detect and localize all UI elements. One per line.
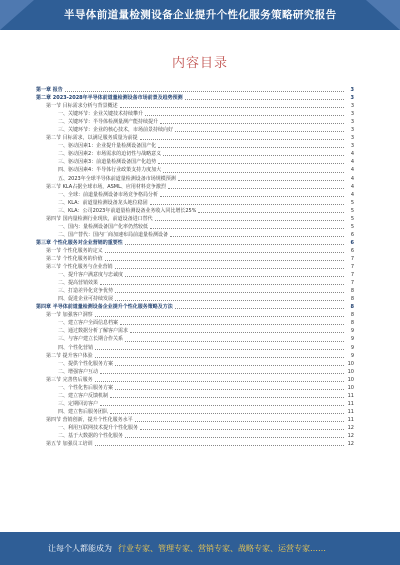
toc-entry-label: 第四章 半导体前道量检测设备企业提升个性化服务策略及方法 xyxy=(36,304,173,311)
toc-entry-page: 3 xyxy=(350,111,354,118)
toc-entry-label: 二、驱动因素2：市场需求的迫切性与战略意义 xyxy=(58,151,162,158)
toc-leader-dots xyxy=(168,188,344,189)
toc-entry-label: 二、基于大数据的个性化服务 xyxy=(58,433,124,440)
toc-leader-dots xyxy=(160,123,344,124)
toc-entry-page: 3 xyxy=(350,103,354,110)
toc-entry-page: 10 xyxy=(347,368,354,375)
toc-leader-dots xyxy=(130,332,344,333)
toc-leader-dots xyxy=(125,341,344,342)
toc-entry-page: 7 xyxy=(350,272,354,279)
toc-entry[interactable] xyxy=(36,392,354,400)
toc-leader-dots xyxy=(115,292,344,293)
toc-entry-page: 3 xyxy=(350,143,354,150)
toc-leader-dots xyxy=(125,244,344,245)
page-footer xyxy=(0,532,400,565)
toc-entry-page: 4 xyxy=(350,183,354,190)
toc-leader-dots xyxy=(178,180,344,181)
toc-entry-label: 二、KLA：前道量检测设备龙头地位稳固 xyxy=(58,199,148,206)
toc-leader-dots xyxy=(140,139,344,140)
table-of-contents xyxy=(36,86,354,448)
toc-entry-page: 4 xyxy=(350,167,354,174)
toc-leader-dots xyxy=(100,405,344,406)
toc-entry-label: 二、提高营销效果 xyxy=(58,280,99,287)
toc-entry[interactable] xyxy=(36,303,354,311)
toc-leader-dots xyxy=(158,163,344,164)
toc-leader-dots xyxy=(185,99,344,100)
toc-entry-page: 3 xyxy=(350,127,354,134)
toc-entry-label: 五、2023年全球半导体前道量检测设备市场规模预测 xyxy=(58,175,176,182)
toc-entry-page: 9 xyxy=(350,328,354,335)
toc-entry[interactable] xyxy=(36,335,354,343)
toc-entry-page: 5 xyxy=(350,223,354,230)
toc-entry[interactable] xyxy=(36,175,354,183)
page-header xyxy=(0,0,400,30)
toc-leader-dots xyxy=(175,131,344,132)
toc-entry-page: 11 xyxy=(347,416,354,423)
toc-entry[interactable] xyxy=(36,126,354,134)
toc-entry-label: 一、建立客户全面信息档案 xyxy=(58,320,119,327)
toc-entry-page: 9 xyxy=(350,336,354,343)
toc-leader-dots xyxy=(120,324,344,325)
toc-entry-label: 四、促进企业可持续发展 xyxy=(58,296,114,303)
toc-entry[interactable] xyxy=(36,440,354,448)
toc-entry-page: 3 xyxy=(350,87,354,93)
toc-entry-page: 11 xyxy=(347,408,354,415)
toc-entry-page: 8 xyxy=(350,304,354,311)
header-decoration-right xyxy=(366,0,400,30)
toc-leader-dots xyxy=(115,389,344,390)
toc-entry[interactable] xyxy=(36,319,354,327)
toc-entry-page: 4 xyxy=(350,159,354,166)
toc-entry-page: 12 xyxy=(347,441,354,448)
toc-entry-page: 10 xyxy=(347,376,354,383)
toc-leader-dots xyxy=(150,228,344,229)
footer-slogan: 让每个人都能成为 xyxy=(48,544,112,553)
toc-leader-dots xyxy=(105,260,344,261)
toc-leader-dots xyxy=(145,115,344,116)
toc-entry[interactable] xyxy=(36,207,354,215)
toc-entry-page: 3 xyxy=(350,119,354,126)
toc-entry-label: 一、提升客户满意度与忠诚度 xyxy=(58,272,124,279)
toc-entry-label: 二、关键环节：半导体检测量测产能持续提升 xyxy=(58,119,159,126)
toc-leader-dots xyxy=(198,212,344,213)
toc-leader-dots xyxy=(100,373,344,374)
toc-leader-dots xyxy=(95,445,344,446)
toc-entry-label: 一、个性化售后服务方案 xyxy=(58,384,114,391)
toc-entry-label: 第五节 加强员工培训 xyxy=(46,441,93,448)
toc-entry-page: 4 xyxy=(350,191,354,198)
toc-leader-dots xyxy=(163,172,344,173)
toc-entry-label: 第三节 KLA占据全球市场，ASML、应用材料竞争激烈 xyxy=(46,183,166,190)
toc-entry-label: 二、建立客户反馈机制 xyxy=(58,392,109,399)
toc-entry-page: 4 xyxy=(350,151,354,158)
toc-entry-page: 8 xyxy=(350,288,354,295)
toc-entry-label: 第四节 营销创新，提升个性化服务水平 xyxy=(46,416,133,423)
toc-entry-label: 一、国内：量检测设备国产化率仍然较低 xyxy=(58,223,149,230)
toc-entry-page: 6 xyxy=(350,247,354,254)
toc-entry[interactable] xyxy=(36,344,354,352)
toc-leader-dots xyxy=(115,365,344,366)
toc-entry-label: 第二节 目标需求，以满足服务质量为前提 xyxy=(46,135,138,142)
toc-entry-page: 9 xyxy=(350,344,354,351)
toc-entry-label: 第一章 报告 xyxy=(36,87,63,93)
toc-entry[interactable] xyxy=(36,384,354,392)
toc-entry-page: 9 xyxy=(350,352,354,359)
toc-entry-label: 第二节 个性化服务的价值 xyxy=(46,255,103,262)
toc-leader-dots xyxy=(115,268,344,269)
toc-leader-dots xyxy=(110,413,344,414)
toc-entry[interactable] xyxy=(36,287,354,295)
toc-entry-label: 一、全球：前道量检测设备市场竞争格局分析 xyxy=(58,191,159,198)
toc-entry-label: 第三节 完善售后服务 xyxy=(46,376,93,383)
toc-entry-page: 4 xyxy=(350,175,354,182)
toc-entry[interactable] xyxy=(36,118,354,126)
toc-entry-page: 10 xyxy=(347,360,354,367)
toc-entry[interactable] xyxy=(36,94,354,102)
toc-leader-dots xyxy=(110,397,344,398)
toc-entry[interactable] xyxy=(36,263,354,271)
toc-entry-page: 3 xyxy=(350,135,354,142)
toc-entry-label: 第三节 个性化服务与企业营销 xyxy=(46,264,113,271)
toc-leader-dots xyxy=(135,421,344,422)
toc-entry[interactable] xyxy=(36,158,354,166)
toc-entry-page: 5 xyxy=(350,215,354,222)
toc-entry-label: 第一节 个性化服务的定义 xyxy=(46,247,103,254)
toc-entry-label: 一、关键环节：企业关键技术持续攀升 xyxy=(58,111,144,118)
toc-entry-label: 二、通过数据分析了解客户需求 xyxy=(58,328,129,335)
toc-leader-dots xyxy=(95,357,344,358)
toc-leader-dots xyxy=(95,316,344,317)
toc-entry-label: 第三章 个性化服务对企业营销的重要性 xyxy=(36,239,123,246)
toc-leader-dots xyxy=(170,236,344,237)
toc-leader-dots xyxy=(158,147,344,148)
toc-entry-label: 四、个性化营销 xyxy=(58,344,94,351)
toc-entry-label: 一、利用互联网技术提升个性化服务 xyxy=(58,424,139,431)
toc-entry[interactable] xyxy=(36,432,354,440)
toc-entry-page: 10 xyxy=(347,384,354,391)
toc-entry[interactable] xyxy=(36,311,354,319)
toc-entry-page: 12 xyxy=(347,433,354,440)
toc-entry[interactable] xyxy=(36,424,354,432)
toc-entry-label: 三、与客户建立长期合作关系 xyxy=(58,336,124,343)
toc-leader-dots xyxy=(95,349,344,350)
toc-entry-page: 11 xyxy=(347,392,354,399)
toc-leader-dots xyxy=(140,429,344,430)
toc-leader-dots xyxy=(105,252,344,253)
toc-entry-page: 11 xyxy=(347,400,354,407)
toc-entry-label: 一、驱动因素1：企业提升量检测设备国产化 xyxy=(58,143,157,150)
toc-entry-label: 第一节 加强客户洞察 xyxy=(46,312,93,319)
toc-entry[interactable] xyxy=(36,352,354,360)
footer-roles: 行业专家、管理专家、营销专家、战略专家、运营专家…… xyxy=(118,544,326,553)
report-title: 半导体前道量检测设备企业提升个性化服务策略研究报告 xyxy=(64,9,337,21)
toc-entry[interactable] xyxy=(36,400,354,408)
toc-entry[interactable] xyxy=(36,166,354,174)
toc-leader-dots xyxy=(160,196,344,197)
toc-leader-dots xyxy=(95,381,344,382)
toc-entry[interactable] xyxy=(36,327,354,335)
toc-entry-label: 第四节 国内量检测行业现状，前道设备进口替代 xyxy=(46,215,153,222)
toc-entry-page: 7 xyxy=(350,255,354,262)
toc-heading: 内容目录 xyxy=(171,56,228,71)
toc-entry[interactable] xyxy=(36,408,354,416)
toc-entry-page: 6 xyxy=(350,231,354,238)
toc-entry[interactable] xyxy=(36,247,354,255)
toc-entry-label: 二、国产替代：国内厂商加速布局前道量检测设备 xyxy=(58,231,169,238)
toc-entry-label: 三、打造差异化竞争优势 xyxy=(58,288,114,295)
toc-entry-page: 3 xyxy=(350,95,354,102)
toc-entry[interactable] xyxy=(36,271,354,279)
toc-entry[interactable] xyxy=(36,279,354,287)
toc-entry[interactable] xyxy=(36,110,354,118)
toc-entry[interactable] xyxy=(36,191,354,199)
toc-entry[interactable] xyxy=(36,142,354,150)
toc-entry-label: 三、驱动因素3：前道量检测设备国产化趋势 xyxy=(58,159,157,166)
toc-leader-dots xyxy=(115,300,344,301)
toc-leader-dots xyxy=(100,284,344,285)
toc-entry-label: 第二章 2023-2028年半导体前道量检测设备市场前景及趋势预测 xyxy=(36,95,183,102)
toc-entry-page: 6 xyxy=(350,239,354,246)
toc-entry-page: 7 xyxy=(350,264,354,271)
toc-entry-label: 四、建立售后服务团队 xyxy=(58,408,109,415)
toc-entry-page: 5 xyxy=(350,207,354,214)
toc-entry[interactable] xyxy=(36,416,354,424)
toc-entry[interactable] xyxy=(36,199,354,207)
toc-entry-page: 8 xyxy=(350,320,354,327)
toc-entry[interactable] xyxy=(36,376,354,384)
toc-entry-page: 12 xyxy=(347,424,354,431)
toc-leader-dots xyxy=(150,204,344,205)
toc-leader-dots xyxy=(155,220,344,221)
toc-entry-label: 三、KLA：公司2023年前道量检测设备业务收入同比增长25% xyxy=(58,207,197,214)
toc-entry-label: 第二节 提升客户体验 xyxy=(46,352,93,359)
toc-leader-dots xyxy=(163,155,344,156)
toc-entry[interactable] xyxy=(36,368,354,376)
toc-entry-label: 四、驱动因素4：半导体行业政策支持力度加大 xyxy=(58,167,162,174)
toc-entry-page: 7 xyxy=(350,280,354,287)
toc-entry[interactable] xyxy=(36,215,354,223)
header-decoration-left xyxy=(0,0,34,30)
toc-leader-dots xyxy=(120,107,344,108)
toc-entry-label: 二、增强客户互动 xyxy=(58,368,99,375)
toc-entry[interactable] xyxy=(36,150,354,158)
toc-entry[interactable] xyxy=(36,239,354,247)
toc-leader-dots xyxy=(175,308,344,309)
toc-entry[interactable] xyxy=(36,360,354,368)
toc-leader-dots xyxy=(65,91,344,92)
toc-entry[interactable] xyxy=(36,223,354,231)
toc-entry-label: 第一节 目标需求分析与背景概述 xyxy=(46,103,118,110)
toc-entry[interactable] xyxy=(36,255,354,263)
toc-entry-page: 8 xyxy=(350,312,354,319)
toc-entry-label: 三、关键环节：企业的核心技术，市场前景持续向好 xyxy=(58,127,174,134)
toc-entry[interactable] xyxy=(36,183,354,191)
toc-entry[interactable] xyxy=(36,295,354,303)
toc-leader-dots xyxy=(125,276,344,277)
toc-entry[interactable] xyxy=(36,231,354,239)
toc-leader-dots xyxy=(125,437,344,438)
toc-entry[interactable] xyxy=(36,86,354,94)
toc-entry[interactable] xyxy=(36,134,354,142)
toc-entry-label: 一、提供个性化服务方案 xyxy=(58,360,114,367)
toc-entry[interactable] xyxy=(36,102,354,110)
toc-entry-page: 8 xyxy=(350,296,354,303)
toc-entry-label: 三、定期回访客户 xyxy=(58,400,99,407)
toc-entry-page: 5 xyxy=(350,199,354,206)
